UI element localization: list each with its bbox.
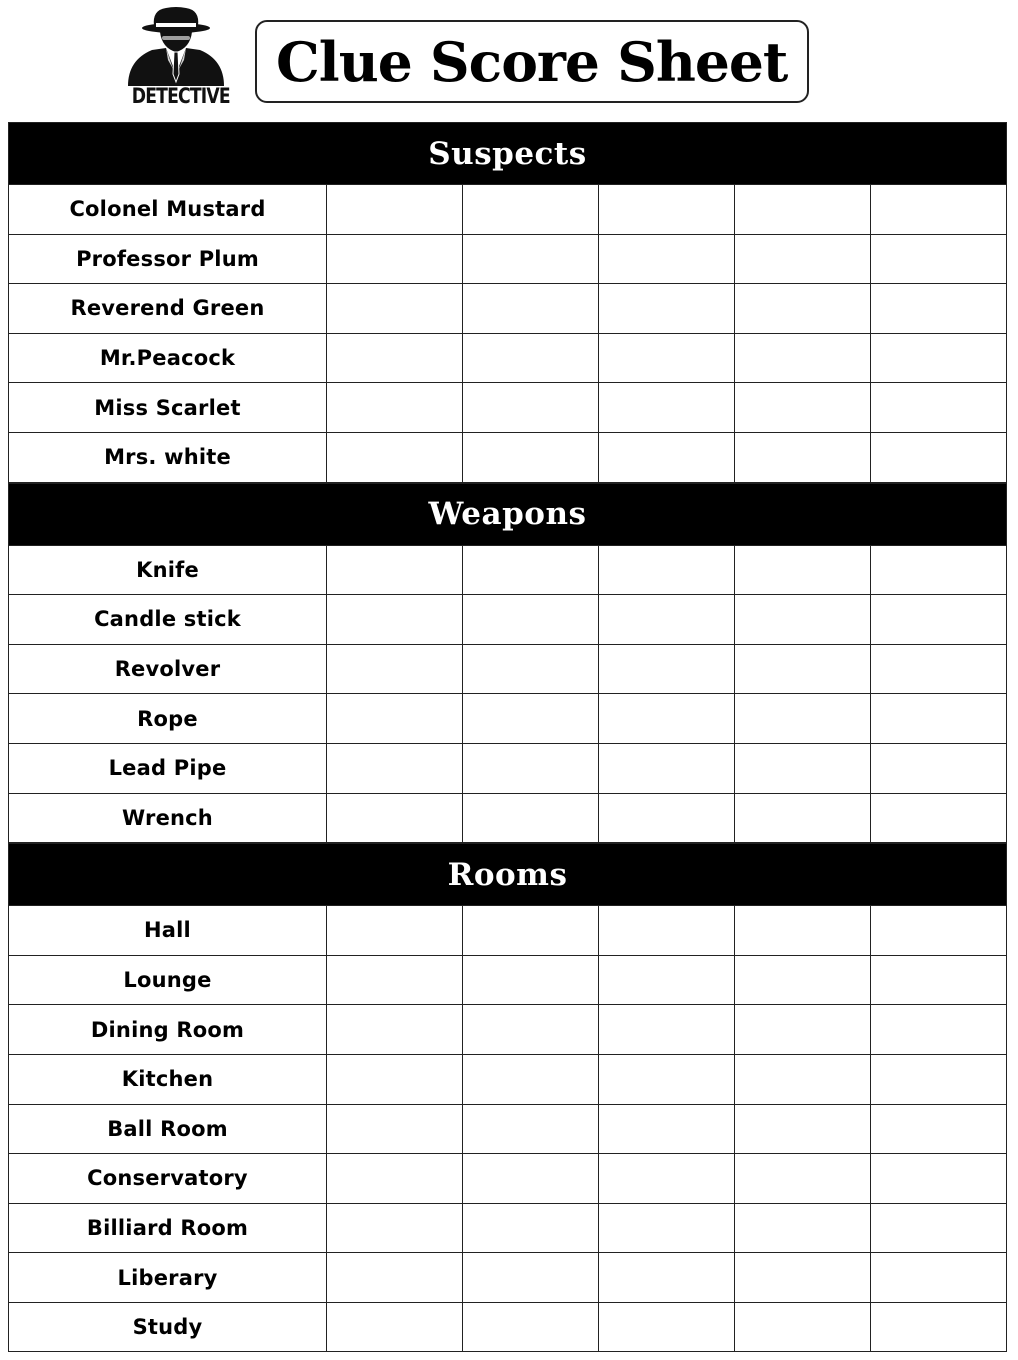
score-cell[interactable] xyxy=(735,906,871,955)
score-cell[interactable] xyxy=(327,744,463,793)
row-label: Revolver xyxy=(9,645,327,694)
row-label: Dining Room xyxy=(9,1005,327,1054)
score-cell[interactable] xyxy=(871,1204,1006,1253)
table-row xyxy=(8,595,1007,645)
score-cell[interactable] xyxy=(463,1204,599,1253)
score-cell[interactable] xyxy=(735,433,871,482)
row-label: Ball Room xyxy=(9,1105,327,1154)
table-row xyxy=(8,1105,1007,1155)
score-cell[interactable] xyxy=(871,1105,1006,1154)
score-cell[interactable] xyxy=(599,1105,735,1154)
section-header xyxy=(8,843,1007,906)
score-cell[interactable] xyxy=(599,284,735,333)
row-label: Rope xyxy=(9,694,327,743)
score-cell[interactable] xyxy=(735,1055,871,1104)
table-row xyxy=(8,1204,1007,1254)
score-cell[interactable] xyxy=(599,744,735,793)
detective-logo xyxy=(122,4,230,112)
score-cell[interactable] xyxy=(463,334,599,383)
score-cell[interactable] xyxy=(327,694,463,743)
score-cell[interactable] xyxy=(463,906,599,955)
table-row xyxy=(8,1303,1007,1353)
score-cell[interactable] xyxy=(599,906,735,955)
row-label: Knife xyxy=(9,546,327,595)
score-cell[interactable] xyxy=(327,956,463,1005)
table-row xyxy=(8,185,1007,235)
row-label: Hall xyxy=(9,906,327,955)
section-title: Rooms xyxy=(447,856,568,893)
score-cell[interactable] xyxy=(327,1005,463,1054)
score-cell[interactable] xyxy=(327,235,463,284)
table-row xyxy=(8,1253,1007,1303)
score-cell[interactable] xyxy=(735,794,871,843)
row-label: Billiard Room xyxy=(9,1204,327,1253)
score-cell[interactable] xyxy=(735,546,871,595)
logo-text: DETECTIVE xyxy=(131,84,230,108)
score-cell[interactable] xyxy=(871,433,1006,482)
score-cell[interactable] xyxy=(735,185,871,234)
score-cell[interactable] xyxy=(871,334,1006,383)
section-header xyxy=(8,122,1007,185)
title-box xyxy=(255,20,809,103)
score-cell[interactable] xyxy=(871,1253,1006,1302)
row-label: Colonel Mustard xyxy=(9,185,327,234)
score-cell[interactable] xyxy=(327,185,463,234)
score-cell[interactable] xyxy=(327,546,463,595)
score-cell[interactable] xyxy=(735,595,871,644)
score-cell[interactable] xyxy=(463,1303,599,1352)
score-cell[interactable] xyxy=(871,383,1006,432)
score-cell[interactable] xyxy=(327,284,463,333)
row-label: Reverend Green xyxy=(9,284,327,333)
table-row xyxy=(8,1055,1007,1105)
score-cell[interactable] xyxy=(735,1005,871,1054)
score-cell[interactable] xyxy=(599,1005,735,1054)
score-cell[interactable] xyxy=(735,1253,871,1302)
score-cell[interactable] xyxy=(871,956,1006,1005)
section-title: Suspects xyxy=(428,135,587,172)
score-cell[interactable] xyxy=(871,906,1006,955)
row-label: Conservatory xyxy=(9,1154,327,1203)
section-rooms xyxy=(8,843,1007,1352)
score-cell[interactable] xyxy=(871,794,1006,843)
table-row xyxy=(8,694,1007,744)
table-row xyxy=(8,284,1007,334)
table-row xyxy=(8,546,1007,596)
score-cell[interactable] xyxy=(871,546,1006,595)
score-cell[interactable] xyxy=(735,235,871,284)
score-cell[interactable] xyxy=(599,794,735,843)
row-label: Mr.Peacock xyxy=(9,334,327,383)
detective-icon xyxy=(122,4,230,86)
score-cell[interactable] xyxy=(463,694,599,743)
score-cell[interactable] xyxy=(735,645,871,694)
score-cell[interactable] xyxy=(599,1253,735,1302)
row-label: Kitchen xyxy=(9,1055,327,1104)
score-cell[interactable] xyxy=(599,645,735,694)
score-cell[interactable] xyxy=(463,185,599,234)
score-sheet xyxy=(8,122,1007,1352)
score-cell[interactable] xyxy=(463,1055,599,1104)
score-cell[interactable] xyxy=(871,185,1006,234)
score-cell[interactable] xyxy=(735,383,871,432)
table-row xyxy=(8,334,1007,384)
score-cell[interactable] xyxy=(599,595,735,644)
score-cell[interactable] xyxy=(599,1204,735,1253)
score-cell[interactable] xyxy=(599,235,735,284)
table-row xyxy=(8,906,1007,956)
row-label: Professor Plum xyxy=(9,235,327,284)
score-cell[interactable] xyxy=(871,694,1006,743)
score-cell[interactable] xyxy=(463,546,599,595)
score-cell[interactable] xyxy=(871,645,1006,694)
score-cell[interactable] xyxy=(463,595,599,644)
score-cell[interactable] xyxy=(327,1055,463,1104)
table-row xyxy=(8,645,1007,695)
section-weapons xyxy=(8,483,1007,844)
score-cell[interactable] xyxy=(599,433,735,482)
score-cell[interactable] xyxy=(463,956,599,1005)
score-cell[interactable] xyxy=(327,1253,463,1302)
score-cell[interactable] xyxy=(735,1204,871,1253)
section-suspects xyxy=(8,122,1007,483)
score-cell[interactable] xyxy=(871,1303,1006,1352)
score-cell[interactable] xyxy=(327,794,463,843)
score-cell[interactable] xyxy=(327,383,463,432)
row-label: Lead Pipe xyxy=(9,744,327,793)
score-cell[interactable] xyxy=(735,334,871,383)
score-cell[interactable] xyxy=(463,1105,599,1154)
score-cell[interactable] xyxy=(327,595,463,644)
score-cell[interactable] xyxy=(871,744,1006,793)
row-label: Liberary xyxy=(9,1253,327,1302)
score-cell[interactable] xyxy=(599,694,735,743)
row-label: Lounge xyxy=(9,956,327,1005)
score-cell[interactable] xyxy=(871,284,1006,333)
table-row xyxy=(8,1005,1007,1055)
section-header xyxy=(8,483,1007,546)
table-row xyxy=(8,956,1007,1006)
score-cell[interactable] xyxy=(327,906,463,955)
score-cell[interactable] xyxy=(599,383,735,432)
score-cell[interactable] xyxy=(463,284,599,333)
page-title: Clue Score Sheet xyxy=(276,29,788,94)
score-cell[interactable] xyxy=(735,1303,871,1352)
score-cell[interactable] xyxy=(735,694,871,743)
score-cell[interactable] xyxy=(463,744,599,793)
table-row xyxy=(8,1154,1007,1204)
score-cell[interactable] xyxy=(599,334,735,383)
page-header xyxy=(0,0,1018,122)
score-cell[interactable] xyxy=(599,1303,735,1352)
score-cell[interactable] xyxy=(735,284,871,333)
score-cell[interactable] xyxy=(463,1253,599,1302)
score-cell[interactable] xyxy=(599,1055,735,1104)
section-title: Weapons xyxy=(428,496,587,533)
score-cell[interactable] xyxy=(599,185,735,234)
score-cell[interactable] xyxy=(599,546,735,595)
score-cell[interactable] xyxy=(327,1154,463,1203)
score-cell[interactable] xyxy=(735,1105,871,1154)
row-label: Mrs. white xyxy=(9,433,327,482)
score-cell[interactable] xyxy=(327,1204,463,1253)
score-cell[interactable] xyxy=(599,956,735,1005)
table-row xyxy=(8,744,1007,794)
score-cell[interactable] xyxy=(327,645,463,694)
score-cell[interactable] xyxy=(463,1154,599,1203)
score-cell[interactable] xyxy=(463,794,599,843)
score-cell[interactable] xyxy=(735,744,871,793)
score-cell[interactable] xyxy=(599,1154,735,1203)
score-cell[interactable] xyxy=(871,595,1006,644)
table-row xyxy=(8,383,1007,433)
score-cell[interactable] xyxy=(327,1303,463,1352)
score-cell[interactable] xyxy=(327,433,463,482)
score-cell[interactable] xyxy=(871,1005,1006,1054)
table-row xyxy=(8,235,1007,285)
score-cell[interactable] xyxy=(871,235,1006,284)
score-cell[interactable] xyxy=(463,235,599,284)
score-cell[interactable] xyxy=(871,1055,1006,1104)
row-label: Study xyxy=(9,1303,327,1352)
score-cell[interactable] xyxy=(327,334,463,383)
score-cell[interactable] xyxy=(735,1154,871,1203)
score-cell[interactable] xyxy=(735,956,871,1005)
score-cell[interactable] xyxy=(463,383,599,432)
table-row xyxy=(8,433,1007,483)
row-label: Candle stick xyxy=(9,595,327,644)
row-label: Miss Scarlet xyxy=(9,383,327,432)
score-cell[interactable] xyxy=(871,1154,1006,1203)
score-cell[interactable] xyxy=(463,645,599,694)
score-cell[interactable] xyxy=(327,1105,463,1154)
row-label: Wrench xyxy=(9,794,327,843)
score-cell[interactable] xyxy=(463,433,599,482)
score-cell[interactable] xyxy=(463,1005,599,1054)
table-row xyxy=(8,794,1007,844)
